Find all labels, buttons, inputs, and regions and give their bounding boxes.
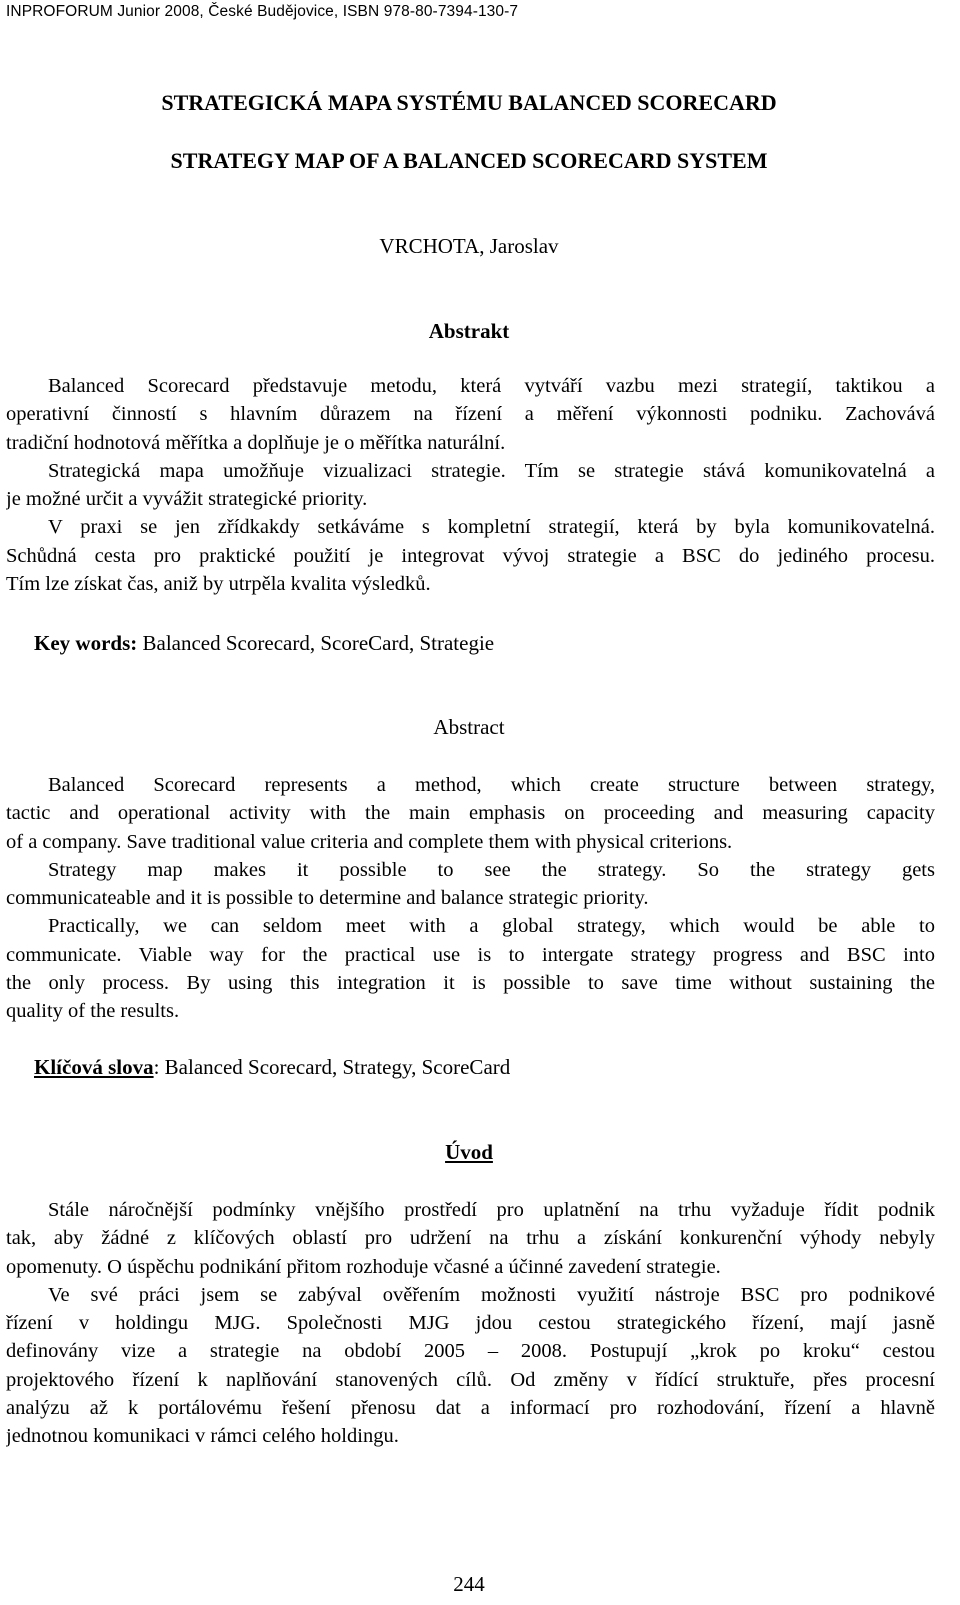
author: VRCHOTA, Jaroslav — [379, 234, 559, 258]
keywords-en-text: : Balanced Scorecard, Strategy, ScoreCard — [153, 1055, 511, 1079]
uvod-line: opomenuty. O úspěchu podnikání přitom rozhoduje včasné a účinné zavedení strategie. — [6, 1255, 721, 1278]
running-head: INPROFORUM Junior 2008, České Budějovice, ISBN 978-80-7394-130-7 — [6, 3, 519, 20]
abstrakt-line: Schůdná cesta pro praktické použití je integrovat vývoj strategie a BSC do jediného procesu. — [6, 544, 935, 567]
keywords-text: Balanced Scorecard, ScoreCard, Strategie — [137, 631, 495, 655]
abstract-line: Practically, we can seldom meet with a global strategy, which would be able to — [48, 915, 935, 938]
abstract-line: quality of the results. — [6, 1000, 180, 1023]
abstract-line: Balanced Scorecard represents a method, which create structure between strategy, — [48, 774, 935, 796]
uvod-heading-text: Úvod — [445, 1140, 493, 1164]
abstrakt-body — [6, 372, 935, 598]
uvod-heading — [0, 1140, 938, 1165]
uvod-line: řízení v holdingu MJG. Společnosti MJG jdou cestou strategického řízení, mají jasně — [6, 1312, 935, 1335]
uvod-line: analýzu až k portálovému řešení přenosu dat a informací pro rozhodování, řízení a hlavně — [6, 1397, 935, 1420]
abstract-line: the only process. By using this integration it is possible to save time without sustaining the — [6, 972, 935, 995]
abstract-line: communicate. Viable way for the practical use is to intergate strategy progress and BSC into — [6, 943, 935, 966]
keywords-label: Key words: — [34, 631, 138, 655]
page-number: 244 — [453, 1572, 485, 1596]
abstract-body — [6, 771, 935, 1026]
abstrakt-line: operativní činností s hlavním důrazem na řízení a měření výkonnosti podniku. Zachovává — [6, 403, 935, 426]
abstract-line: communicateable and it is possible to determine and balance strategic priority. — [6, 887, 649, 910]
abstrakt-line: tradiční hodnotová měřítka a doplňuje je o měřítka naturální. — [6, 431, 506, 454]
abstract-line: Strategy map makes it possible to see the strategy. So the strategy gets — [48, 858, 935, 881]
uvod-line: Ve své práci jsem se zabýval ověřením možnosti využití nástroje BSC pro podnikové — [48, 1283, 935, 1306]
keywords-line — [34, 631, 494, 656]
abstract-line: tactic and operational activity with the main emphasis on proceeding and measuring capacity — [6, 802, 935, 825]
title-english: STRATEGY MAP OF A BALANCED SCORECARD SYSTEM — [170, 148, 768, 173]
keywords-line-en — [34, 1055, 510, 1080]
abstrakt-line: je možné určit a vyvážit strategické priority. — [6, 488, 368, 511]
abstrakt-line: Tím lze získat čas, aniž by utrpěla kvalita výsledků. — [6, 573, 431, 596]
uvod-line: jednotnou komunikaci v rámci celého holdingu. — [6, 1425, 399, 1448]
abstract-line: of a company. Save traditional value criteria and complete them with physical criterions. — [6, 830, 733, 853]
uvod-line: definovány vize a strategie na období 2005 – 2008. Postupují „krok po kroku“ cestou — [6, 1340, 935, 1363]
uvod-line: projektového řízení k naplňování stanovených cílů. Od změny v řídící struktuře, přes procesní — [6, 1368, 935, 1391]
uvod-line: Stále náročnější podmínky vnějšího prostředí pro uplatnění na trhu vyžaduje řídit podnik — [48, 1199, 935, 1221]
abstract-heading: Abstract — [433, 715, 505, 739]
abstrakt-line: Strategická mapa umožňuje vizualizaci strategie. Tím se strategie stává komunikovatelná a — [48, 459, 935, 482]
uvod-line: tak, aby žádné z klíčových oblastí pro udržení na trhu a získání konkurenční výhody nebyly — [6, 1227, 935, 1250]
title-czech: STRATEGICKÁ MAPA SYSTÉMU BALANCED SCORECARD — [161, 90, 777, 115]
uvod-body — [6, 1196, 935, 1451]
abstrakt-line: Balanced Scorecard představuje metodu, která vytváří vazbu mezi strategií, taktikou a — [48, 375, 935, 397]
abstrakt-line: V praxi se jen zřídkakdy setkáváme s kompletní strategií, která by byla komunikovatelná. — [48, 516, 935, 539]
abstrakt-heading: Abstrakt — [428, 319, 510, 343]
keywords-en-label: Klíčová slova — [34, 1055, 154, 1079]
